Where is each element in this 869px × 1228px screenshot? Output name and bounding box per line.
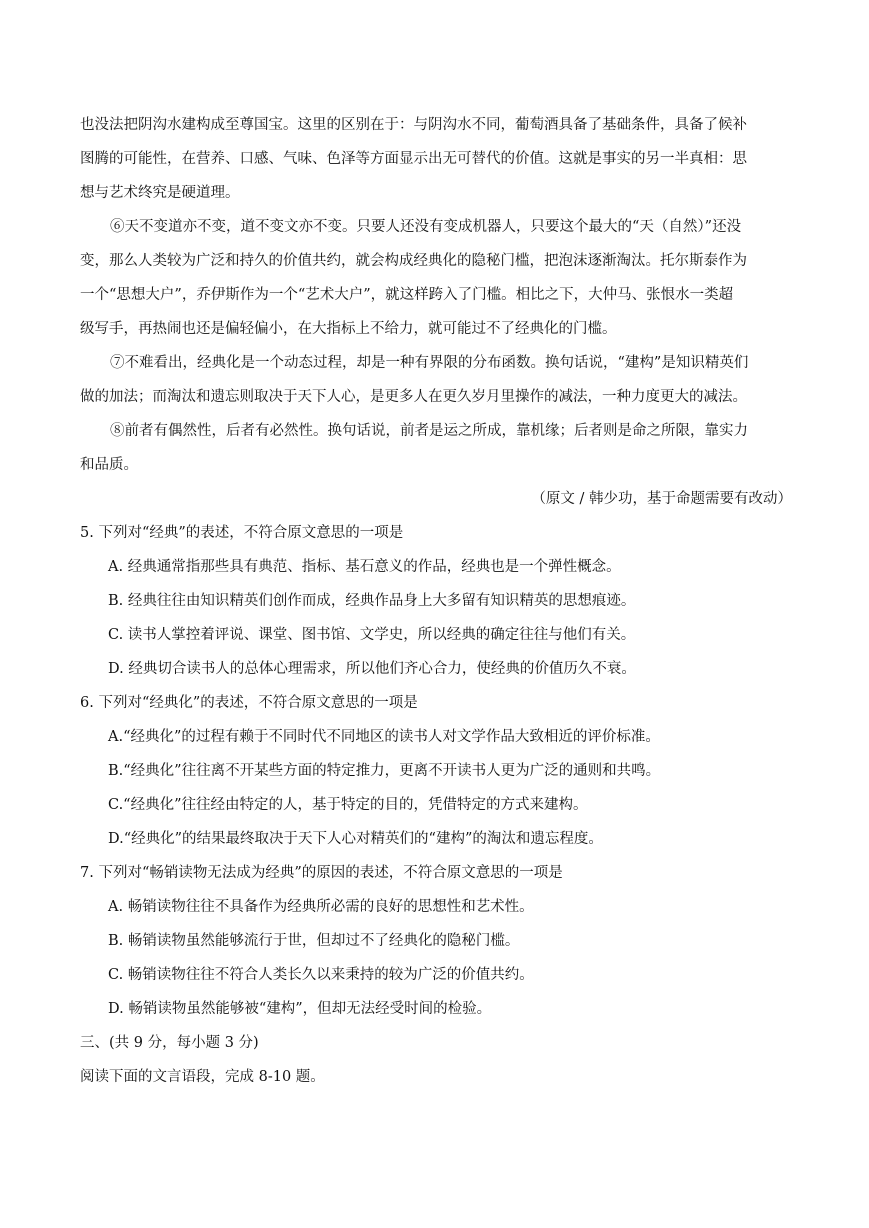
question-7-option-c: C. 畅销读物往往不符合人类长久以来秉持的较为广泛的价值共约。 <box>108 967 534 983</box>
question-5-option-d: D. 经典切合读书人的总体心理需求，所以他们齐心合力，使经典的价值历久不衰。 <box>108 661 636 677</box>
question-5-stem: 5. 下列对“经典”的表述，不符合原文意思的一项是 <box>80 525 404 541</box>
paragraph-6-line: 一个“思想大户”，乔伊斯作为一个“艺术大户”，就这样跨入了门槛。相比之下，大仲马、张恨水一类超 <box>80 287 734 303</box>
question-6-option-a: A.“经典化”的过程有赖于不同时代不同地区的读书人对文学作品大致相近的评价标准。 <box>108 729 660 745</box>
source-attribution: （原文 / 韩少功，基于命题需要有改动） <box>531 491 792 507</box>
question-5-option-c: C. 读书人掌控着评说、课堂、图书馆、文学史，所以经典的确定往往与他们有关。 <box>108 627 636 643</box>
question-7-option-d: D. 畅销读物虽然能够被“建构”，但却无法经受时间的检验。 <box>108 1001 492 1017</box>
question-6-stem: 6. 下列对“经典化”的表述，不符合原文意思的一项是 <box>80 695 418 711</box>
paragraph-7-line: 做的加法；而淘汰和遗忘则取决于天下人心，是更多人在更久岁月里操作的减法，一种力度更大的减法。 <box>80 389 747 405</box>
question-5-option-a: A. 经典通常指那些具有典范、指标、基石意义的作品，经典也是一个弹性概念。 <box>108 559 621 575</box>
question-7-stem: 7. 下列对“畅销读物无法成为经典”的原因的表述，不符合原文意思的一项是 <box>80 865 563 881</box>
question-5-option-b: B. 经典往往由知识精英们创作而成，经典作品身上大多留有知识精英的思想痕迹。 <box>108 593 636 609</box>
paragraph-8-line: ⑧前者有偶然性，后者有必然性。换句话说，前者是运之所成，靠机缘；后者则是命之所限，靠实力 <box>110 423 748 439</box>
paragraph-6-line: 级写手，再热闹也还是偏轻偏小，在大指标上不给力，就可能过不了经典化的门槛。 <box>80 321 617 337</box>
question-6-option-d: D.“经典化”的结果最终取决于天下人心对精英们的“建构”的淘汰和遗忘程度。 <box>108 831 603 847</box>
paragraph-6-line: ⑥天不变道亦不变，道不变文亦不变。只要人还没有变成机器人，只要这个最大的“天（自然）”还没 <box>110 219 742 235</box>
paragraph-8-line: 和品质。 <box>80 457 138 473</box>
passage-line: 图腾的可能性，在营养、口感、气味、色泽等方面显示出无可替代的价值。这就是事实的另一半真相：思 <box>80 151 747 167</box>
document-page <box>80 108 792 1094</box>
section-3-heading: 三、(共 9 分，每小题 3 分) <box>80 1035 259 1051</box>
passage-line: 也没法把阴沟水建构成至尊国宝。这里的区别在于：与阴沟水不同，葡萄酒具备了基础条件，具备了候补 <box>80 117 747 133</box>
question-7-option-a: A. 畅销读物往往不具备作为经典所必需的良好的思想性和艺术性。 <box>108 899 534 915</box>
section-3-instruction: 阅读下面的文言语段，完成 8-10 题。 <box>80 1069 325 1085</box>
question-7-option-b: B. 畅销读物虽然能够流行于世，但却过不了经典化的隐秘门槛。 <box>108 933 520 949</box>
passage-line: 想与艺术终究是硬道理。 <box>80 185 240 201</box>
question-6-option-b: B.“经典化”往往离不开某些方面的特定推力，更离不开读书人更为广泛的通则和共鸣。 <box>108 763 661 779</box>
paragraph-6-line: 变，那么人类较为广泛和持久的价值共约，就会构成经典化的隐秘门槛，把泡沫逐渐淘汰。托尔斯泰作为 <box>80 253 747 269</box>
question-6-option-c: C.“经典化”往往经由特定的人，基于特定的目的，凭借特定的方式来建构。 <box>108 797 588 813</box>
paragraph-7-line: ⑦不难看出，经典化是一个动态过程，却是一种有界限的分布函数。换句话说，“建构”是知识精英们 <box>110 355 749 371</box>
